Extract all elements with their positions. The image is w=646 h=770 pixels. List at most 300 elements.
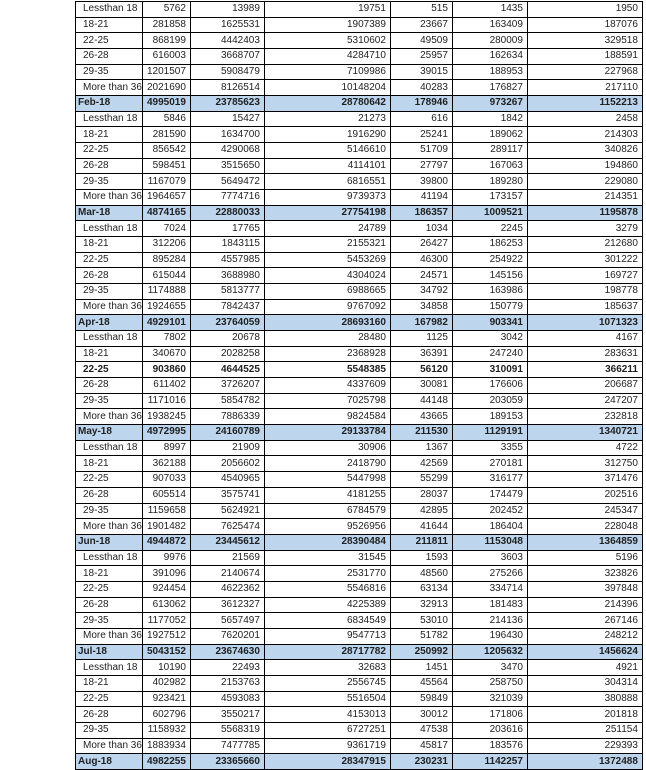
value-cell[interactable]: 7024 (142, 221, 190, 237)
value-cell[interactable]: 973267 (452, 96, 527, 112)
value-cell[interactable]: 371476 (527, 472, 642, 488)
value-cell[interactable]: 2155321 (264, 237, 390, 253)
value-cell[interactable]: 4972995 (142, 425, 190, 441)
value-cell[interactable]: 248212 (527, 628, 642, 644)
value-cell[interactable]: 3042 (452, 331, 527, 347)
age-group-label-cell[interactable]: Lessthan 18 (76, 440, 143, 456)
value-cell[interactable]: 281590 (142, 127, 190, 143)
age-group-label-cell[interactable]: 29-35 (76, 64, 143, 80)
value-cell[interactable]: 27797 (390, 158, 452, 174)
value-cell[interactable]: 198778 (527, 284, 642, 300)
value-cell[interactable]: 3612327 (190, 597, 264, 613)
value-cell[interactable]: 3355 (452, 440, 527, 456)
value-cell[interactable]: 2140674 (190, 566, 264, 582)
value-cell[interactable]: 24571 (390, 268, 452, 284)
value-cell[interactable]: 202452 (452, 503, 527, 519)
value-cell[interactable]: 56120 (390, 362, 452, 378)
value-cell[interactable]: 39800 (390, 174, 452, 190)
value-cell[interactable]: 924454 (142, 581, 190, 597)
value-cell[interactable]: 321039 (452, 691, 527, 707)
value-cell[interactable]: 1364859 (527, 534, 642, 550)
value-cell[interactable]: 21569 (190, 550, 264, 566)
value-cell[interactable]: 51709 (390, 143, 452, 159)
value-cell[interactable]: 47538 (390, 722, 452, 738)
value-cell[interactable]: 251154 (527, 722, 642, 738)
value-cell[interactable]: 1916290 (264, 127, 390, 143)
value-cell[interactable]: 3279 (527, 221, 642, 237)
value-cell[interactable]: 5624921 (190, 503, 264, 519)
value-cell[interactable]: 194860 (527, 158, 642, 174)
value-cell[interactable]: 340826 (527, 143, 642, 159)
value-cell[interactable]: 34792 (390, 284, 452, 300)
value-cell[interactable]: 616003 (142, 49, 190, 65)
value-cell[interactable]: 856542 (142, 143, 190, 159)
value-cell[interactable]: 1340721 (527, 425, 642, 441)
value-cell[interactable]: 903860 (142, 362, 190, 378)
value-cell[interactable]: 1435 (452, 2, 527, 18)
value-cell[interactable]: 4995019 (142, 96, 190, 112)
value-cell[interactable]: 5043152 (142, 644, 190, 660)
value-cell[interactable]: 2531770 (264, 566, 390, 582)
value-cell[interactable]: 7025798 (264, 393, 390, 409)
value-cell[interactable]: 201818 (527, 707, 642, 723)
value-cell[interactable]: 5762 (142, 2, 190, 18)
value-cell[interactable]: 6727251 (264, 722, 390, 738)
value-cell[interactable]: 9976 (142, 550, 190, 566)
value-cell[interactable]: 3550217 (190, 707, 264, 723)
value-cell[interactable]: 32683 (264, 660, 390, 676)
age-group-label-cell[interactable]: Lessthan 18 (76, 660, 143, 676)
value-cell[interactable]: 397848 (527, 581, 642, 597)
value-cell[interactable]: 7802 (142, 331, 190, 347)
month-label-cell[interactable]: May-18 (76, 425, 143, 441)
value-cell[interactable]: 24789 (264, 221, 390, 237)
value-cell[interactable]: 28693160 (264, 315, 390, 331)
value-cell[interactable]: 176827 (452, 80, 527, 96)
age-group-label-cell[interactable]: 18-21 (76, 17, 143, 33)
value-cell[interactable]: 1634700 (190, 127, 264, 143)
month-label-cell[interactable]: Mar-18 (76, 205, 143, 221)
value-cell[interactable]: 214136 (452, 613, 527, 629)
value-cell[interactable]: 340670 (142, 346, 190, 362)
value-cell[interactable]: 2368928 (264, 346, 390, 362)
value-cell[interactable]: 214351 (527, 190, 642, 206)
age-group-label-cell[interactable]: 22-25 (76, 691, 143, 707)
value-cell[interactable]: 1842 (452, 111, 527, 127)
value-cell[interactable]: 9361719 (264, 738, 390, 754)
value-cell[interactable]: 1924655 (142, 299, 190, 315)
age-group-label-cell[interactable]: Lessthan 18 (76, 221, 143, 237)
value-cell[interactable]: 181483 (452, 597, 527, 613)
age-group-label-cell[interactable]: 22-25 (76, 362, 143, 378)
value-cell[interactable]: 5854782 (190, 393, 264, 409)
value-cell[interactable]: 28037 (390, 487, 452, 503)
value-cell[interactable]: 188953 (452, 64, 527, 80)
value-cell[interactable]: 4557985 (190, 252, 264, 268)
value-cell[interactable]: 41644 (390, 519, 452, 535)
age-group-label-cell[interactable]: Lessthan 18 (76, 550, 143, 566)
value-cell[interactable]: 323826 (527, 566, 642, 582)
value-cell[interactable]: 36391 (390, 346, 452, 362)
value-cell[interactable]: 515 (390, 2, 452, 18)
value-cell[interactable]: 5649472 (190, 174, 264, 190)
value-cell[interactable]: 1901482 (142, 519, 190, 535)
value-cell[interactable]: 7774716 (190, 190, 264, 206)
value-cell[interactable]: 1883934 (142, 738, 190, 754)
value-cell[interactable]: 21909 (190, 440, 264, 456)
value-cell[interactable]: 176606 (452, 378, 527, 394)
value-cell[interactable]: 163409 (452, 17, 527, 33)
value-cell[interactable]: 186404 (452, 519, 527, 535)
age-group-label-cell[interactable]: More than 36 (76, 299, 143, 315)
age-group-label-cell[interactable]: 26-28 (76, 158, 143, 174)
value-cell[interactable]: 7109986 (264, 64, 390, 80)
value-cell[interactable]: 145156 (452, 268, 527, 284)
value-cell[interactable]: 1009521 (452, 205, 527, 221)
value-cell[interactable]: 17765 (190, 221, 264, 237)
age-group-label-cell[interactable]: 29-35 (76, 613, 143, 629)
value-cell[interactable]: 1205632 (452, 644, 527, 660)
value-cell[interactable]: 48560 (390, 566, 452, 582)
value-cell[interactable]: 24160789 (190, 425, 264, 441)
value-cell[interactable]: 602796 (142, 707, 190, 723)
value-cell[interactable]: 1195878 (527, 205, 642, 221)
value-cell[interactable]: 5196 (527, 550, 642, 566)
value-cell[interactable]: 27754198 (264, 205, 390, 221)
value-cell[interactable]: 167063 (452, 158, 527, 174)
value-cell[interactable]: 19751 (264, 2, 390, 18)
value-cell[interactable]: 212680 (527, 237, 642, 253)
value-cell[interactable]: 8126514 (190, 80, 264, 96)
value-cell[interactable]: 312206 (142, 237, 190, 253)
value-cell[interactable]: 5657497 (190, 613, 264, 629)
value-cell[interactable]: 1593 (390, 550, 452, 566)
value-cell[interactable]: 4929101 (142, 315, 190, 331)
age-group-label-cell[interactable]: More than 36 (76, 80, 143, 96)
value-cell[interactable]: 4442403 (190, 33, 264, 49)
value-cell[interactable]: 258750 (452, 675, 527, 691)
value-cell[interactable]: 214396 (527, 597, 642, 613)
value-cell[interactable]: 23365660 (190, 754, 264, 770)
value-cell[interactable]: 1950 (527, 2, 642, 18)
value-cell[interactable]: 1152213 (527, 96, 642, 112)
age-group-label-cell[interactable]: 18-21 (76, 566, 143, 582)
value-cell[interactable]: 4622362 (190, 581, 264, 597)
age-group-label-cell[interactable]: 29-35 (76, 722, 143, 738)
value-cell[interactable]: 2556745 (264, 675, 390, 691)
value-cell[interactable]: 270181 (452, 456, 527, 472)
value-cell[interactable]: 2056602 (190, 456, 264, 472)
value-cell[interactable]: 34858 (390, 299, 452, 315)
value-cell[interactable]: 203616 (452, 722, 527, 738)
value-cell[interactable]: 206687 (527, 378, 642, 394)
value-cell[interactable]: 362188 (142, 456, 190, 472)
value-cell[interactable]: 203059 (452, 393, 527, 409)
value-cell[interactable]: 189153 (452, 409, 527, 425)
value-cell[interactable]: 2245 (452, 221, 527, 237)
value-cell[interactable]: 1625531 (190, 17, 264, 33)
month-label-cell[interactable]: Jun-18 (76, 534, 143, 550)
value-cell[interactable]: 7477785 (190, 738, 264, 754)
value-cell[interactable]: 312750 (527, 456, 642, 472)
value-cell[interactable]: 45817 (390, 738, 452, 754)
age-group-label-cell[interactable]: 22-25 (76, 143, 143, 159)
age-group-label-cell[interactable]: More than 36 (76, 738, 143, 754)
value-cell[interactable]: 8997 (142, 440, 190, 456)
value-cell[interactable]: 1071323 (527, 315, 642, 331)
value-cell[interactable]: 4644525 (190, 362, 264, 378)
value-cell[interactable]: 245347 (527, 503, 642, 519)
value-cell[interactable]: 189062 (452, 127, 527, 143)
value-cell[interactable]: 150779 (452, 299, 527, 315)
value-cell[interactable]: 9767092 (264, 299, 390, 315)
value-cell[interactable]: 247240 (452, 346, 527, 362)
value-cell[interactable]: 3688980 (190, 268, 264, 284)
value-cell[interactable]: 1201507 (142, 64, 190, 80)
value-cell[interactable]: 217110 (527, 80, 642, 96)
value-cell[interactable]: 613062 (142, 597, 190, 613)
age-group-label-cell[interactable]: 18-21 (76, 237, 143, 253)
value-cell[interactable]: 28717782 (264, 644, 390, 660)
age-group-label-cell[interactable]: Lessthan 18 (76, 111, 143, 127)
value-cell[interactable]: 598451 (142, 158, 190, 174)
value-cell[interactable]: 4284710 (264, 49, 390, 65)
value-cell[interactable]: 5568319 (190, 722, 264, 738)
value-cell[interactable]: 211811 (390, 534, 452, 550)
value-cell[interactable]: 1843115 (190, 237, 264, 253)
value-cell[interactable]: 611402 (142, 378, 190, 394)
value-cell[interactable]: 907033 (142, 472, 190, 488)
age-group-label-cell[interactable]: 26-28 (76, 597, 143, 613)
age-group-label-cell[interactable]: 22-25 (76, 252, 143, 268)
value-cell[interactable]: 3603 (452, 550, 527, 566)
value-cell[interactable]: 1456624 (527, 644, 642, 660)
value-cell[interactable]: 250992 (390, 644, 452, 660)
value-cell[interactable]: 1171016 (142, 393, 190, 409)
value-cell[interactable]: 304314 (527, 675, 642, 691)
value-cell[interactable]: 5908479 (190, 64, 264, 80)
value-cell[interactable]: 4944872 (142, 534, 190, 550)
value-cell[interactable]: 289117 (452, 143, 527, 159)
month-label-cell[interactable]: Aug-18 (76, 754, 143, 770)
value-cell[interactable]: 5516504 (264, 691, 390, 707)
value-cell[interactable]: 254922 (452, 252, 527, 268)
value-cell[interactable]: 275266 (452, 566, 527, 582)
value-cell[interactable]: 7625474 (190, 519, 264, 535)
month-label-cell[interactable]: Apr-18 (76, 315, 143, 331)
age-group-label-cell[interactable]: 29-35 (76, 284, 143, 300)
value-cell[interactable]: 9547713 (264, 628, 390, 644)
value-cell[interactable]: 4593083 (190, 691, 264, 707)
value-cell[interactable]: 30012 (390, 707, 452, 723)
value-cell[interactable]: 173157 (452, 190, 527, 206)
value-cell[interactable]: 1159658 (142, 503, 190, 519)
value-cell[interactable]: 28347915 (264, 754, 390, 770)
value-cell[interactable]: 63134 (390, 581, 452, 597)
value-cell[interactable]: 31545 (264, 550, 390, 566)
value-cell[interactable]: 28780642 (264, 96, 390, 112)
age-group-label-cell[interactable]: 29-35 (76, 174, 143, 190)
value-cell[interactable]: 1153048 (452, 534, 527, 550)
age-group-label-cell[interactable]: More than 36 (76, 409, 143, 425)
value-cell[interactable]: 5453269 (264, 252, 390, 268)
value-cell[interactable]: 3515650 (190, 158, 264, 174)
value-cell[interactable]: 316177 (452, 472, 527, 488)
value-cell[interactable]: 329518 (527, 33, 642, 49)
age-group-label-cell[interactable]: 18-21 (76, 675, 143, 691)
value-cell[interactable]: 211530 (390, 425, 452, 441)
value-cell[interactable]: 868199 (142, 33, 190, 49)
age-group-label-cell[interactable]: 26-28 (76, 707, 143, 723)
value-cell[interactable]: 230231 (390, 754, 452, 770)
value-cell[interactable]: 1158932 (142, 722, 190, 738)
value-cell[interactable]: 21273 (264, 111, 390, 127)
value-cell[interactable]: 1167079 (142, 174, 190, 190)
value-cell[interactable]: 51782 (390, 628, 452, 644)
value-cell[interactable]: 22493 (190, 660, 264, 676)
value-cell[interactable]: 183576 (452, 738, 527, 754)
value-cell[interactable]: 9526956 (264, 519, 390, 535)
value-cell[interactable]: 380888 (527, 691, 642, 707)
value-cell[interactable]: 39015 (390, 64, 452, 80)
value-cell[interactable]: 40283 (390, 80, 452, 96)
value-cell[interactable]: 25241 (390, 127, 452, 143)
value-cell[interactable]: 196430 (452, 628, 527, 644)
value-cell[interactable]: 4337609 (264, 378, 390, 394)
value-cell[interactable]: 32913 (390, 597, 452, 613)
value-cell[interactable]: 1129191 (452, 425, 527, 441)
age-group-label-cell[interactable]: More than 36 (76, 628, 143, 644)
age-group-label-cell[interactable]: 29-35 (76, 393, 143, 409)
value-cell[interactable]: 6816551 (264, 174, 390, 190)
value-cell[interactable]: 2021690 (142, 80, 190, 96)
age-group-label-cell[interactable]: Lessthan 18 (76, 2, 143, 18)
value-cell[interactable]: 4114101 (264, 158, 390, 174)
age-group-label-cell[interactable]: 26-28 (76, 487, 143, 503)
value-cell[interactable]: 334714 (452, 581, 527, 597)
value-cell[interactable]: 59849 (390, 691, 452, 707)
age-group-label-cell[interactable]: 22-25 (76, 33, 143, 49)
month-label-cell[interactable]: Jul-18 (76, 644, 143, 660)
age-group-label-cell[interactable]: 26-28 (76, 49, 143, 65)
value-cell[interactable]: 7842437 (190, 299, 264, 315)
age-group-label-cell[interactable]: 22-25 (76, 581, 143, 597)
value-cell[interactable]: 615044 (142, 268, 190, 284)
value-cell[interactable]: 6784579 (264, 503, 390, 519)
value-cell[interactable]: 49509 (390, 33, 452, 49)
value-cell[interactable]: 4722 (527, 440, 642, 456)
value-cell[interactable]: 2153763 (190, 675, 264, 691)
value-cell[interactable]: 46300 (390, 252, 452, 268)
value-cell[interactable]: 188591 (527, 49, 642, 65)
value-cell[interactable]: 616 (390, 111, 452, 127)
value-cell[interactable]: 895284 (142, 252, 190, 268)
value-cell[interactable]: 20678 (190, 331, 264, 347)
value-cell[interactable]: 4225389 (264, 597, 390, 613)
value-cell[interactable]: 5846 (142, 111, 190, 127)
value-cell[interactable]: 1938245 (142, 409, 190, 425)
value-cell[interactable]: 4181255 (264, 487, 390, 503)
value-cell[interactable]: 605514 (142, 487, 190, 503)
value-cell[interactable]: 6834549 (264, 613, 390, 629)
age-group-label-cell[interactable]: 18-21 (76, 456, 143, 472)
value-cell[interactable]: 186253 (452, 237, 527, 253)
age-group-label-cell[interactable]: 26-28 (76, 268, 143, 284)
value-cell[interactable]: 43665 (390, 409, 452, 425)
value-cell[interactable]: 5813777 (190, 284, 264, 300)
value-cell[interactable]: 229393 (527, 738, 642, 754)
value-cell[interactable]: 41194 (390, 190, 452, 206)
value-cell[interactable]: 163986 (452, 284, 527, 300)
age-group-label-cell[interactable]: 18-21 (76, 346, 143, 362)
age-group-label-cell[interactable]: 22-25 (76, 472, 143, 488)
age-group-label-cell[interactable]: Lessthan 18 (76, 331, 143, 347)
value-cell[interactable]: 15427 (190, 111, 264, 127)
value-cell[interactable]: 10190 (142, 660, 190, 676)
value-cell[interactable]: 45564 (390, 675, 452, 691)
value-cell[interactable]: 23764059 (190, 315, 264, 331)
value-cell[interactable]: 4982255 (142, 754, 190, 770)
value-cell[interactable]: 1372488 (527, 754, 642, 770)
value-cell[interactable]: 178946 (390, 96, 452, 112)
value-cell[interactable]: 1174888 (142, 284, 190, 300)
age-group-label-cell[interactable]: 26-28 (76, 378, 143, 394)
value-cell[interactable]: 6988665 (264, 284, 390, 300)
value-cell[interactable]: 23785623 (190, 96, 264, 112)
value-cell[interactable]: 5146610 (264, 143, 390, 159)
value-cell[interactable]: 1142257 (452, 754, 527, 770)
value-cell[interactable]: 28390484 (264, 534, 390, 550)
value-cell[interactable]: 1927512 (142, 628, 190, 644)
value-cell[interactable]: 30906 (264, 440, 390, 456)
value-cell[interactable]: 1367 (390, 440, 452, 456)
value-cell[interactable]: 167982 (390, 315, 452, 331)
value-cell[interactable]: 7886339 (190, 409, 264, 425)
value-cell[interactable]: 23674630 (190, 644, 264, 660)
value-cell[interactable]: 1964657 (142, 190, 190, 206)
value-cell[interactable]: 267146 (527, 613, 642, 629)
age-group-label-cell[interactable]: More than 36 (76, 519, 143, 535)
value-cell[interactable]: 903341 (452, 315, 527, 331)
value-cell[interactable]: 301222 (527, 252, 642, 268)
value-cell[interactable]: 1451 (390, 660, 452, 676)
value-cell[interactable]: 1125 (390, 331, 452, 347)
value-cell[interactable]: 22880033 (190, 205, 264, 221)
value-cell[interactable]: 5447998 (264, 472, 390, 488)
value-cell[interactable]: 25957 (390, 49, 452, 65)
value-cell[interactable]: 2028258 (190, 346, 264, 362)
value-cell[interactable]: 391096 (142, 566, 190, 582)
value-cell[interactable]: 310091 (452, 362, 527, 378)
value-cell[interactable]: 2458 (527, 111, 642, 127)
value-cell[interactable]: 186357 (390, 205, 452, 221)
value-cell[interactable]: 26427 (390, 237, 452, 253)
value-cell[interactable]: 185637 (527, 299, 642, 315)
value-cell[interactable]: 1177052 (142, 613, 190, 629)
value-cell[interactable]: 4167 (527, 331, 642, 347)
age-group-label-cell[interactable]: 29-35 (76, 503, 143, 519)
value-cell[interactable]: 3575741 (190, 487, 264, 503)
value-cell[interactable]: 30081 (390, 378, 452, 394)
value-cell[interactable]: 9739373 (264, 190, 390, 206)
value-cell[interactable]: 227968 (527, 64, 642, 80)
value-cell[interactable]: 1907389 (264, 17, 390, 33)
value-cell[interactable]: 29133784 (264, 425, 390, 441)
value-cell[interactable]: 232818 (527, 409, 642, 425)
value-cell[interactable]: 23445612 (190, 534, 264, 550)
value-cell[interactable]: 9824584 (264, 409, 390, 425)
value-cell[interactable]: 247207 (527, 393, 642, 409)
